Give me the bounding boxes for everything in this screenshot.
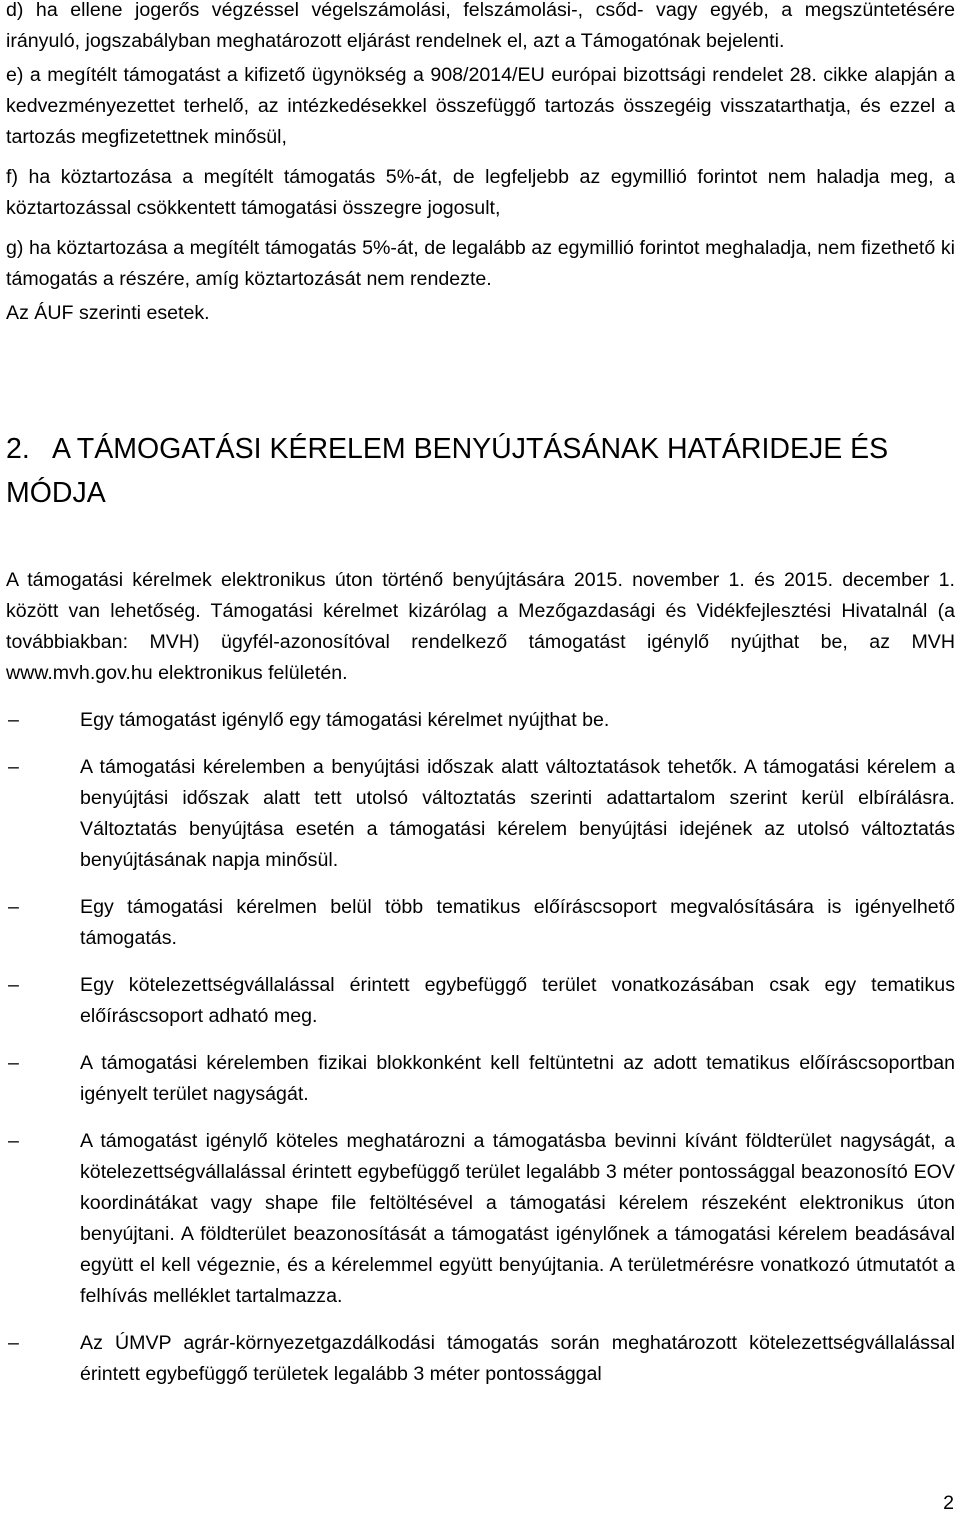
list-item-text: A támogatási kérelemben fizikai blokkonként kell feltüntetni az adott tematikus előíráscsoportban igényelt terület nagyságát. — [80, 1052, 955, 1105]
list-item-text: Egy támogatást igénylő egy támogatási kérelmet nyújthat be. — [80, 709, 610, 731]
section-intro-paragraph: A támogatási kérelmek elektronikus úton történő benyújtására 2015. november 1. és 2015. december 1. között van lehetőség. Támogatási kérelmet kizárólag a Mezőgazdasági és Vidékfejlesztési Hivatalnál (a továbbiakban: MVH) ügyfél-azonosítóval rendelkező támogatást igénylő nyújthat be, az MVH www.mvh.gov.hu elektronikus felületén. — [6, 569, 955, 684]
dash-bullet-icon: – — [8, 1332, 19, 1354]
paragraph-f: f) ha köztartozása a megítélt támogatás 5%-át, de legfeljebb az egymillió forintot nem haladja meg, a köztartozással csökkentett támogatási összegre jogosult, — [6, 166, 955, 219]
list-item-text: Az ÚMVP agrár-környezetgazdálkodási támogatás során meghatározott kötelezettségvállalással érintett egybefüggő területek legalább 3 méter pontossággal — [80, 1332, 955, 1385]
dash-bullet-icon: – — [8, 974, 19, 996]
paragraph-e: e) a megítélt támogatást a kifizető ügynökség a 908/2014/EU európai bizottsági rendelet 28. cikke alapján a kedvezményezettet terhelő, az intézkedésekkel összefüggő tartozás összegéig visszatarthatja, és ezzel a tartozás megfizetettnek minősül, — [6, 64, 955, 148]
list-item — [6, 1048, 955, 1110]
list-item — [6, 1328, 955, 1390]
paragraph-auf: Az ÁUF szerinti esetek. — [6, 302, 210, 324]
section-heading: 2. A TÁMOGATÁSI KÉRELEM BENYÚJTÁSÁNAK HATÁRIDEJE ÉS MÓDJA — [6, 433, 897, 509]
bullet-list — [6, 705, 955, 1390]
list-item-text: Egy kötelezettségvállalással érintett egybefüggő terület vonatkozásában csak egy tematikus előíráscsoport adható meg. — [80, 974, 955, 1027]
paragraph-d: d) ha ellene jogerős végzéssel végelszámolási, felszámolási-, csőd- vagy egyéb, a megszüntetésére irányuló, jogszabályban meghatározott eljárást rendelnek el, azt a Támogatónak bejelenti. — [6, 0, 955, 52]
list-item — [6, 892, 955, 954]
page-number: 2 — [943, 1492, 954, 1514]
list-item — [6, 970, 955, 1032]
dash-bullet-icon: – — [8, 756, 19, 778]
dash-bullet-icon: – — [8, 1052, 19, 1074]
list-item-text: A támogatást igénylő köteles meghatározni a támogatásba bevinni kívánt földterület nagyságát, a kötelezettségvállalással érintett egybefüggő terület legalább 3 méter pontossággal beazonosító EOV koordinátákat vagy shape file feltöltésével a támogatási kérelem részeként elektronikus úton benyújtani. A földterület beazonosítását a támogatást igénylőnek a támogatási kérelem beadásával együtt el kell végeznie, és a kérelemmel együtt benyújtania. A területmérésre vonatkozó útmutatót a felhívás melléklet tartalmazza. — [80, 1130, 955, 1307]
paragraph-g: g) ha köztartozása a megítélt támogatás 5%-át, de legalább az egymillió forintot meghaladja, nem fizethető ki támogatás a részére, amíg köztartozását nem rendezte. — [6, 237, 955, 290]
list-item — [6, 752, 955, 876]
dash-bullet-icon: – — [8, 896, 19, 918]
list-item-text: Egy támogatási kérelmen belül több tematikus előíráscsoport megvalósítására is igényelhető támogatás. — [80, 896, 955, 949]
document-page — [6, 0, 955, 1406]
list-item — [6, 705, 955, 736]
dash-bullet-icon: – — [8, 1130, 19, 1152]
dash-bullet-icon: – — [8, 709, 19, 731]
list-item — [6, 1126, 955, 1312]
list-item-text: A támogatási kérelemben a benyújtási időszak alatt változtatások tehetők. A támogatási kérelem a benyújtási időszak alatt tett utolsó változtatás szerinti adattartalom szerint kerül elbírálásra. Változtatás benyújtása esetén a támogatási kérelem benyújtási idejének az utolsó változtatás benyújtásának napja minősül. — [80, 756, 955, 871]
